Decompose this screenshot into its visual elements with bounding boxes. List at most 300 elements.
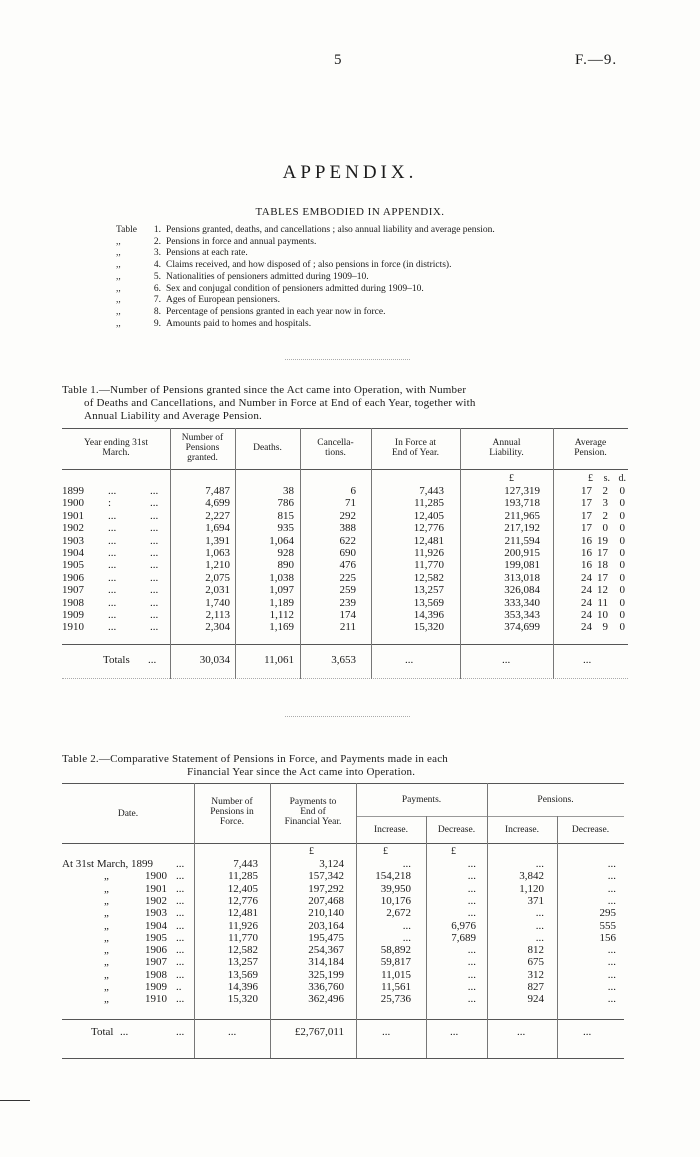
table-row	[0, 944, 700, 956]
deaths-cell: 928	[277, 547, 294, 559]
year-cell: 1910	[62, 621, 84, 634]
leader-dots: ...	[150, 485, 159, 497]
number-in-force-cell: 12,405	[227, 882, 258, 895]
payments-decrease-cell: ...	[467, 968, 476, 981]
leader-dots: ...	[176, 993, 185, 1006]
contents-heading: TABLES EMBODIED IN APPENDIX.	[255, 206, 445, 218]
date-year-cell: 1908	[145, 968, 167, 981]
totals-in-force: ...	[405, 654, 414, 666]
pensions-decrease-cell: ...	[607, 894, 616, 907]
contents-item-num: 2.	[153, 236, 161, 247]
pensions-decrease-cell: ...	[607, 968, 616, 981]
table1-header-cancellations: Cancella- tions.	[317, 438, 354, 458]
table1-totals-row	[0, 654, 700, 666]
table2-title-line1: Table 2.—Comparative Statement of Pensions in Force, and Payments made in each	[62, 753, 448, 765]
table-row	[0, 870, 700, 882]
in-force-cell: 12,776	[413, 522, 444, 535]
pensions-decrease-cell: 156	[599, 931, 616, 944]
number-in-force-cell: 14,396	[227, 981, 258, 993]
total-number: ...	[228, 1026, 237, 1038]
table1-title-line3: Annual Liability and Average Pension.	[84, 410, 262, 422]
ditto-mark: „	[104, 968, 109, 981]
liability-cell: 199,081	[504, 559, 540, 572]
average-pence-cell: 0	[619, 559, 625, 572]
divider	[285, 716, 410, 717]
payments-to-cell: 197,292	[308, 882, 344, 895]
payments-decrease-cell: ...	[467, 993, 476, 1006]
divider	[285, 359, 410, 360]
table-row	[0, 510, 700, 522]
number-in-force-cell: 11,926	[228, 919, 258, 932]
average-pence-cell: 0	[619, 609, 625, 621]
total-payments: £2,767,011	[294, 1026, 344, 1038]
pensions-increase-cell: ...	[535, 907, 544, 920]
year-cell: 1899	[62, 485, 84, 497]
deaths-cell: 1,189	[269, 596, 294, 609]
payments-to-cell: 203,164	[308, 919, 344, 932]
ditto-mark: „	[104, 870, 109, 883]
pensions-increase-cell: ...	[535, 919, 544, 932]
shillings-unit: s.	[603, 473, 610, 484]
year-cell: 1909	[62, 609, 84, 621]
number-in-force-cell: 13,569	[227, 968, 258, 981]
document-reference: F.—9.	[575, 52, 618, 68]
average-pence-cell: 0	[619, 596, 625, 609]
average-pounds-cell: 16	[581, 534, 592, 547]
payments-increase-cell: 25,736	[380, 993, 411, 1006]
table1-header-liability: Annual Liability.	[489, 438, 524, 458]
pensions-increase-cell: 827	[527, 981, 544, 993]
average-pounds-cell: 17	[581, 509, 592, 522]
in-force-cell: 12,481	[413, 534, 444, 547]
average-pounds-cell: 17	[581, 485, 592, 497]
number-in-force-cell: 13,257	[227, 956, 258, 969]
average-shillings-cell: 11	[597, 596, 608, 609]
table-row	[0, 981, 700, 993]
pensions-increase-cell: 1,120	[519, 882, 544, 895]
leader-dots: ...	[108, 485, 117, 497]
payments-decrease-cell: ...	[467, 981, 476, 993]
table1-totals-rule	[62, 644, 628, 645]
leader-dots: ...	[108, 522, 117, 535]
leader-dots: ...	[150, 522, 159, 535]
payments-increase-cell: ...	[402, 931, 411, 944]
table1-header-rule	[62, 469, 628, 470]
in-force-cell: 13,569	[413, 596, 444, 609]
leader-dots: ...	[108, 609, 117, 621]
totals-label: Totals	[103, 654, 130, 666]
cancellations-cell: 476	[339, 559, 356, 572]
granted-cell: 1,210	[205, 559, 230, 572]
total-pensions-increase: ...	[517, 1026, 526, 1038]
table1-title-line2: of Deaths and Cancellations, and Number in Force at End of each Year, together with	[84, 397, 476, 409]
date-cell: At 31st March, 1899	[62, 858, 154, 870]
contents-item	[116, 272, 495, 284]
leader-dots: ...	[176, 882, 185, 895]
average-shillings-cell: 2	[602, 509, 608, 522]
cancellations-cell: 6	[350, 485, 356, 497]
payments-to-cell: 210,140	[308, 907, 344, 920]
average-pence-cell: 0	[619, 485, 625, 497]
contents-item-text: Nationalities of pensioners admitted during 1909–10.	[166, 271, 369, 282]
liability-cell: 353,343	[504, 609, 540, 621]
pensions-increase-cell: 812	[527, 944, 544, 957]
pence-unit: d.	[618, 473, 626, 484]
contents-item	[116, 225, 495, 237]
average-pounds-cell: 24	[581, 609, 592, 621]
date-year-cell: 1903	[145, 907, 167, 920]
pensions-increase-cell: ...	[535, 858, 544, 870]
contents-item-num: 6.	[153, 283, 161, 294]
totals-granted: 30,034	[199, 654, 230, 666]
average-shillings-cell: 0	[602, 522, 608, 535]
payments-increase-cell: ...	[402, 919, 411, 932]
leader-dots: ...	[176, 956, 185, 969]
pensions-increase-cell: 3,842	[519, 870, 544, 883]
table-row	[0, 497, 700, 509]
average-pence-cell: 0	[619, 621, 625, 634]
table-row	[0, 609, 700, 621]
average-pounds-cell: 17	[581, 522, 592, 535]
average-shillings-cell: 18	[597, 559, 608, 572]
totals-dots: ...	[148, 654, 157, 666]
deaths-cell: 38	[283, 485, 294, 497]
granted-cell: 1,740	[205, 596, 230, 609]
in-force-cell: 7,443	[419, 485, 444, 497]
year-cell: 1907	[62, 584, 84, 597]
payments-decrease-cell: 6,976	[451, 919, 476, 932]
cancellations-cell: 259	[339, 584, 356, 597]
payments-increase-cell: 59,817	[380, 956, 411, 969]
average-pence-cell: 0	[619, 534, 625, 547]
liability-cell: 193,718	[504, 497, 540, 510]
leader-dots: ...	[176, 968, 185, 981]
table1-header-deaths: Deaths.	[253, 443, 282, 453]
contents-item	[116, 295, 495, 307]
leader-dots: ...	[150, 609, 159, 621]
cancellations-cell: 622	[339, 534, 356, 547]
payments-to-cell: 254,367	[308, 944, 344, 957]
contents-item-text: Pensions granted, deaths, and cancellations ; also annual liability and average pension.	[166, 225, 495, 235]
liability-cell: 127,319	[504, 485, 540, 497]
leader-dots: ...	[108, 596, 117, 609]
payments-increase-cell: 11,561	[381, 981, 411, 993]
in-force-cell: 11,285	[414, 497, 444, 510]
table2-header-date: Date.	[117, 809, 139, 819]
pensions-decrease-cell: ...	[607, 944, 616, 957]
payments-increase-cell: 154,218	[375, 870, 411, 883]
leader-dots: ...	[176, 919, 185, 932]
table-row	[0, 920, 700, 932]
cancellations-cell: 211	[339, 621, 356, 634]
pensions-decrease-cell: ...	[607, 870, 616, 883]
year-cell: 1901	[62, 509, 84, 522]
total-dots: ...	[120, 1026, 129, 1038]
number-in-force-cell: 12,582	[227, 944, 258, 957]
average-shillings-cell: 3	[602, 497, 608, 510]
ditto-mark: „	[104, 882, 109, 895]
average-pounds-cell: 16	[581, 547, 592, 559]
table1-header-granted: Number of Pensions granted.	[181, 433, 224, 463]
date-year-cell: 1909	[145, 981, 167, 993]
deaths-cell: 890	[277, 559, 294, 572]
liability-cell: 200,915	[504, 547, 540, 559]
table-row	[0, 883, 700, 895]
date-year-cell: 1910	[145, 993, 167, 1006]
pensions-increase-cell: 675	[527, 956, 544, 969]
pensions-increase-cell: 312	[527, 968, 544, 981]
ditto-mark: „	[104, 931, 109, 944]
leader-dots: ...	[108, 621, 117, 634]
payments-to-cell: 362,496	[308, 993, 344, 1006]
table-row	[0, 621, 700, 633]
year-cell: 1904	[62, 547, 84, 559]
in-force-cell: 12,405	[413, 509, 444, 522]
payments-to-cell: 325,199	[308, 968, 344, 981]
pensions-increase-cell: ...	[535, 931, 544, 944]
appendix-title: APPENDIX.	[282, 162, 418, 183]
average-pounds-cell: 24	[581, 584, 592, 597]
table-row	[0, 993, 700, 1005]
leader-dots: ...	[150, 509, 159, 522]
leader-dots: ...	[108, 584, 117, 597]
liability-cell: 313,018	[504, 571, 540, 584]
cancellations-cell: 292	[339, 509, 356, 522]
contents-item-lead: ,,	[116, 260, 121, 271]
number-in-force-cell: 12,776	[227, 894, 258, 907]
liability-cell: 333,340	[504, 596, 540, 609]
pounds-unit: £	[588, 473, 593, 484]
pensions-decrease-cell: ...	[607, 993, 616, 1006]
cancellations-cell: 225	[339, 571, 356, 584]
number-in-force-cell: 11,770	[228, 931, 258, 944]
year-cell: 1903	[62, 534, 84, 547]
cancellations-cell: 174	[339, 609, 356, 621]
leader-dots: ...	[150, 534, 159, 547]
deaths-cell: 1,097	[269, 584, 294, 597]
in-force-cell: 15,320	[413, 621, 444, 634]
liability-unit: £	[509, 473, 514, 484]
contents-item-lead: Table	[116, 225, 137, 235]
in-force-cell: 11,926	[414, 547, 444, 559]
granted-cell: 7,487	[205, 485, 230, 497]
contents-item-lead: ,,	[116, 236, 121, 247]
table-row	[0, 895, 700, 907]
contents-item-lead: ,,	[116, 271, 121, 282]
table2-units-row	[0, 846, 700, 858]
contents-item	[116, 307, 495, 319]
granted-cell: 2,113	[205, 609, 230, 621]
payments-decrease-cell: ...	[467, 882, 476, 895]
in-force-cell: 12,582	[413, 571, 444, 584]
pensions-decrease-cell: ...	[607, 956, 616, 969]
table2-header-payments-to: Payments to End of Financial Year.	[284, 797, 342, 827]
contents-item-lead: ,,	[116, 248, 121, 259]
table2-header-number: Number of Pensions in Force.	[210, 797, 254, 827]
table2-header-pensions-decrease: Decrease.	[571, 825, 610, 835]
table2-header-payments-decrease: Decrease.	[437, 825, 476, 835]
payments-to-cell: 207,468	[308, 894, 344, 907]
table-row	[0, 572, 700, 584]
average-pounds-cell: 24	[581, 596, 592, 609]
leader-dots: ...	[150, 596, 159, 609]
average-shillings-cell: 2	[602, 485, 608, 497]
total-label: Total	[91, 1026, 114, 1038]
table2-totals-row	[0, 1026, 700, 1038]
totals-average: ...	[583, 654, 592, 666]
payments-decrease-cell: ...	[467, 956, 476, 969]
ditto-mark: „	[104, 956, 109, 969]
average-pence-cell: 0	[619, 584, 625, 597]
payments-to-cell: 3,124	[319, 858, 344, 870]
average-shillings-cell: 19	[597, 534, 608, 547]
ditto-mark: „	[104, 944, 109, 957]
totals-cancellations: 3,653	[331, 654, 356, 666]
in-force-cell: 13,257	[413, 584, 444, 597]
contents-item-text: Amounts paid to homes and hospitals.	[166, 318, 312, 329]
granted-cell: 1,694	[205, 522, 230, 535]
totals-deaths: 11,061	[264, 654, 294, 666]
table2-header-payments-increase: Increase.	[373, 825, 408, 835]
leader-dots: ...	[150, 559, 159, 572]
contents-item-num: 9.	[153, 318, 161, 329]
payments-increase-cell: 10,176	[380, 894, 411, 907]
liability-cell: 217,192	[504, 522, 540, 535]
granted-cell: 2,227	[205, 509, 230, 522]
contents-item	[116, 284, 495, 296]
average-pence-cell: 0	[619, 497, 625, 510]
table1-header-year: Year ending 31st March.	[84, 438, 148, 458]
in-force-cell: 11,770	[414, 559, 444, 572]
total-dots: ...	[176, 1026, 185, 1038]
table-row	[0, 485, 700, 497]
leader-dots: :	[108, 497, 112, 510]
average-shillings-cell: 9	[602, 621, 608, 634]
pensions-increase-cell: 371	[527, 894, 544, 907]
payments-to-cell: 157,342	[308, 870, 344, 883]
increase-unit: £	[383, 846, 388, 857]
payments-to-unit: £	[309, 846, 314, 857]
table2-totals-rule	[62, 1019, 624, 1020]
table1-title-line1: Table 1.—Number of Pensions granted since the Act came into Operation, with Number	[62, 384, 467, 396]
contents-item-text: Pensions in force and annual payments.	[166, 236, 317, 247]
liability-cell: 374,699	[504, 621, 540, 634]
year-cell: 1906	[62, 571, 84, 584]
ditto-mark: „	[104, 907, 109, 920]
liability-cell: 326,084	[504, 584, 540, 597]
contents-item-num: 3.	[153, 248, 161, 259]
payments-decrease-cell: ...	[467, 907, 476, 920]
table2-header-rule	[62, 843, 624, 844]
ditto-mark: „	[104, 993, 109, 1006]
contents-item	[116, 248, 495, 260]
average-pence-cell: 0	[619, 509, 625, 522]
leader-dots: ...	[150, 621, 159, 634]
deaths-cell: 786	[277, 497, 294, 510]
table-row	[0, 597, 700, 609]
leader-dots: ...	[176, 907, 185, 920]
pensions-decrease-cell: 295	[599, 907, 616, 920]
granted-cell: 1,063	[205, 547, 230, 559]
average-pence-cell: 0	[619, 547, 625, 559]
leader-dots: ...	[150, 497, 159, 510]
payments-increase-cell: 39,950	[380, 882, 411, 895]
contents-item-num: 1.	[153, 225, 161, 235]
table2-bottom-rule	[62, 1058, 624, 1059]
average-pence-cell: 0	[619, 522, 625, 535]
table1-units-row	[0, 473, 700, 485]
date-year-cell: 1902	[145, 894, 167, 907]
contents-item-lead: ,,	[116, 295, 121, 306]
total-payments-increase: ...	[382, 1026, 391, 1038]
leader-dots: ...	[176, 870, 185, 883]
table-row	[0, 969, 700, 981]
page-number: 5	[334, 52, 342, 68]
granted-cell: 2,075	[205, 571, 230, 584]
deaths-cell: 935	[277, 522, 294, 535]
date-year-cell: 1907	[145, 956, 167, 969]
table-row	[0, 547, 700, 559]
average-pounds-cell: 24	[581, 571, 592, 584]
contents-item-text: Sex and conjugal condition of pensioners admitted during 1909–10.	[166, 283, 424, 294]
leader-dots: ...	[108, 559, 117, 572]
table1-header-average: Average Pension.	[574, 438, 607, 458]
liability-cell: 211,594	[504, 534, 540, 547]
page-edge-mark	[0, 1100, 30, 1101]
date-year-cell: 1905	[145, 931, 167, 944]
cancellations-cell: 690	[339, 547, 356, 559]
leader-dots: ...	[108, 534, 117, 547]
number-in-force-cell: 11,285	[228, 870, 258, 883]
contents-item	[116, 237, 495, 249]
payments-to-cell: 314,184	[308, 956, 344, 969]
leader-dots: ...	[176, 858, 185, 870]
number-in-force-cell: 12,481	[227, 907, 258, 920]
contents-item	[116, 260, 495, 272]
average-shillings-cell: 17	[597, 571, 608, 584]
total-pensions-decrease: ...	[583, 1026, 592, 1038]
totals-liability: ...	[502, 654, 511, 666]
leader-dots: ...	[150, 571, 159, 584]
payments-increase-cell: 2,672	[386, 907, 411, 920]
contents-item	[116, 319, 495, 331]
granted-cell: 1,391	[205, 534, 230, 547]
date-year-cell: 1906	[145, 944, 167, 957]
contents-item-text: Percentage of pensions granted in each year now in force.	[166, 306, 386, 317]
leader-dots: ...	[150, 547, 159, 559]
cancellations-cell: 71	[345, 497, 356, 510]
ditto-mark: „	[104, 919, 109, 932]
date-year-cell: 1904	[145, 919, 167, 932]
table2-top-rule	[62, 783, 624, 784]
deaths-cell: 1,038	[269, 571, 294, 584]
leader-dots: ...	[176, 894, 185, 907]
contents-item-num: 7.	[153, 295, 161, 306]
year-cell: 1905	[62, 559, 84, 572]
deaths-cell: 815	[277, 509, 294, 522]
contents-list	[116, 225, 495, 330]
table-row	[0, 858, 700, 870]
leader-dots: ...	[176, 931, 185, 944]
cancellations-cell: 388	[339, 522, 356, 535]
year-cell: 1908	[62, 596, 84, 609]
contents-item-lead: ,,	[116, 306, 121, 317]
ditto-mark: „	[104, 894, 109, 907]
leader-dots: ...	[176, 944, 185, 957]
table2-title-line2: Financial Year since the Act came into Operation.	[187, 766, 416, 778]
table-row	[0, 932, 700, 944]
granted-cell: 4,699	[205, 497, 230, 510]
